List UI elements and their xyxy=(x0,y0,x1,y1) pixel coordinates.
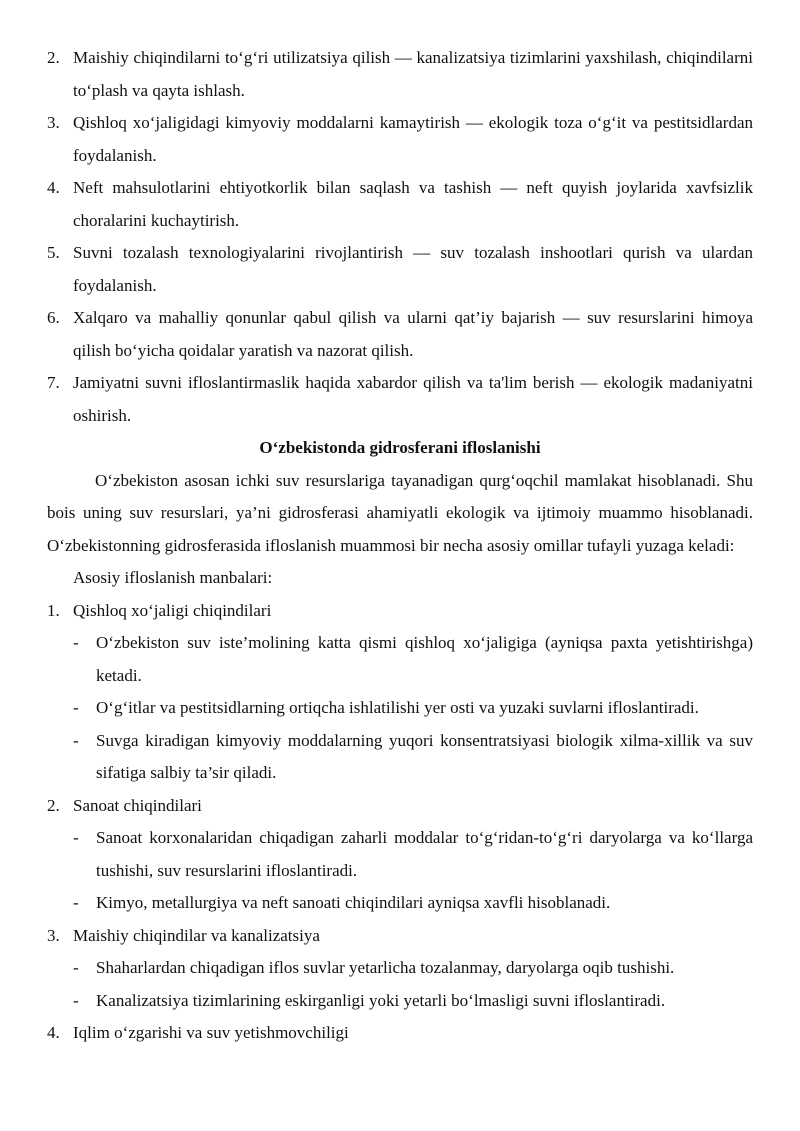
sub-list-item xyxy=(47,692,753,725)
list-item xyxy=(47,42,753,107)
sub-list-item xyxy=(47,725,753,790)
list-item xyxy=(47,367,753,432)
list-number: 5. xyxy=(47,243,60,262)
list-number: 3. xyxy=(47,113,60,132)
sub-list-text: Kimyo, metallurgiya va neft sanoati chiqindilari ayniqsa xavfli hisoblanadi. xyxy=(96,893,611,912)
sub-list-text: O‘zbekiston suv iste’molining katta qismi qishloq xo‘jaligiga (ayniqsa paxta yetishtirishga) ketadi. xyxy=(96,633,753,685)
document-page xyxy=(47,42,753,1050)
list-item xyxy=(47,107,753,172)
list-item xyxy=(47,172,753,237)
source-item xyxy=(47,920,753,953)
list-number: 4. xyxy=(47,1023,60,1042)
sources-label: Asosiy ifloslanish manbalari: xyxy=(73,568,273,587)
sources-list xyxy=(47,595,753,1050)
sub-list-item xyxy=(47,985,753,1018)
measures-list xyxy=(47,42,753,432)
list-item xyxy=(47,302,753,367)
dash-bullet: - xyxy=(73,990,79,1010)
dash-bullet: - xyxy=(73,893,79,912)
list-number: 4. xyxy=(47,178,60,197)
dash-bullet: - xyxy=(73,730,79,750)
list-item xyxy=(47,237,753,302)
list-number: 1. xyxy=(47,600,60,620)
sub-list-item xyxy=(47,887,753,920)
list-text: Maishiy chiqindilarni to‘g‘ri utilizatsiya qilish — kanalizatsiya tizimlarini yaxshilash, chiqindilarni to‘plash va qayta ishlash. xyxy=(73,48,753,100)
source-item xyxy=(47,595,753,628)
dash-bullet: - xyxy=(73,958,79,977)
sub-list-item xyxy=(47,822,753,887)
source-item xyxy=(47,1017,753,1050)
dash-bullet: - xyxy=(73,633,79,652)
source-title: Iqlim o‘zgarishi va suv yetishmovchiligi xyxy=(73,1023,349,1042)
list-number: 3. xyxy=(47,925,60,945)
sub-list-text: Shaharlardan chiqadigan iflos suvlar yetarlicha tozalanmay, daryolarga oqib tushishi. xyxy=(96,958,675,977)
dash-bullet: - xyxy=(73,698,79,717)
source-title: Sanoat chiqindilari xyxy=(73,795,202,815)
list-text: Jamiyatni suvni ifloslantirmaslik haqida xabardor qilish va ta'lim berish — ekologik madaniyatni oshirish. xyxy=(73,373,753,425)
sub-list-item xyxy=(47,952,753,985)
source-title: Qishloq xo‘jaligi chiqindilari xyxy=(73,600,272,620)
sub-list-text: Kanalizatsiya tizimlarining eskirganligi yoki yetarli bo‘lmasligi suvni ifloslantiradi. xyxy=(96,990,666,1010)
list-number: 7. xyxy=(47,373,60,392)
sub-list-text: Sanoat korxonalaridan chiqadigan zaharli moddalar to‘g‘ridan-to‘g‘ri daryolarga va ko‘llarga tushishi, suv resurslarini ifloslantiradi. xyxy=(96,828,753,880)
list-text: Suvni tozalash texnologiyalarini rivojlantirish — suv tozalash inshootlari qurish va ulardan foydalanish. xyxy=(73,243,753,295)
intro-paragraph: O‘zbekiston asosan ichki suv resurslariga tayanadigan qurg‘oqchil mamlakat hisoblanadi. Shu bois uning suv resurslari, ya’ni gidrosferasi ahamiyatli ekologik va ijtimoiy muammo hisoblanadi. O‘zbekistonning gidrosferasida ifloslanish muammosi bir necha asosiy omillar tufayli yuzaga keladi: xyxy=(47,470,753,555)
source-item xyxy=(47,790,753,823)
list-text: Xalqaro va mahalliy qonunlar qabul qilish va ularni qat’iy bajarish — suv resurslarini himoya qilish bo‘yicha qoidalar yaratish va nazorat qilish. xyxy=(73,308,753,360)
list-number: 2. xyxy=(47,48,60,67)
sub-list-text: Suvga kiradigan kimyoviy moddalarning yuqori konsentratsiyasi biologik xilma-xillik va suv sifatiga salbiy ta’sir qiladi. xyxy=(96,730,753,782)
sub-list-text: O‘g‘itlar va pestitsidlarning ortiqcha ishlatilishi yer osti va yuzaki suvlarni ifloslantiradi. xyxy=(96,698,699,717)
list-text: Qishloq xo‘jaligidagi kimyoviy moddalarni kamaytirish — ekologik toza o‘g‘it va pestitsidlardan foydalanish. xyxy=(73,113,753,165)
dash-bullet: - xyxy=(73,828,79,847)
list-number: 6. xyxy=(47,308,60,327)
section-heading: O‘zbekistonda gidrosferani ifloslanishi xyxy=(259,438,541,457)
list-number: 2. xyxy=(47,795,60,815)
sub-list-item xyxy=(47,627,753,692)
source-title: Maishiy chiqindilar va kanalizatsiya xyxy=(73,925,320,945)
list-text: Neft mahsulotlarini ehtiyotkorlik bilan saqlash va tashish — neft quyish joylarida xavfsizlik choralarini kuchaytirish. xyxy=(73,178,753,230)
